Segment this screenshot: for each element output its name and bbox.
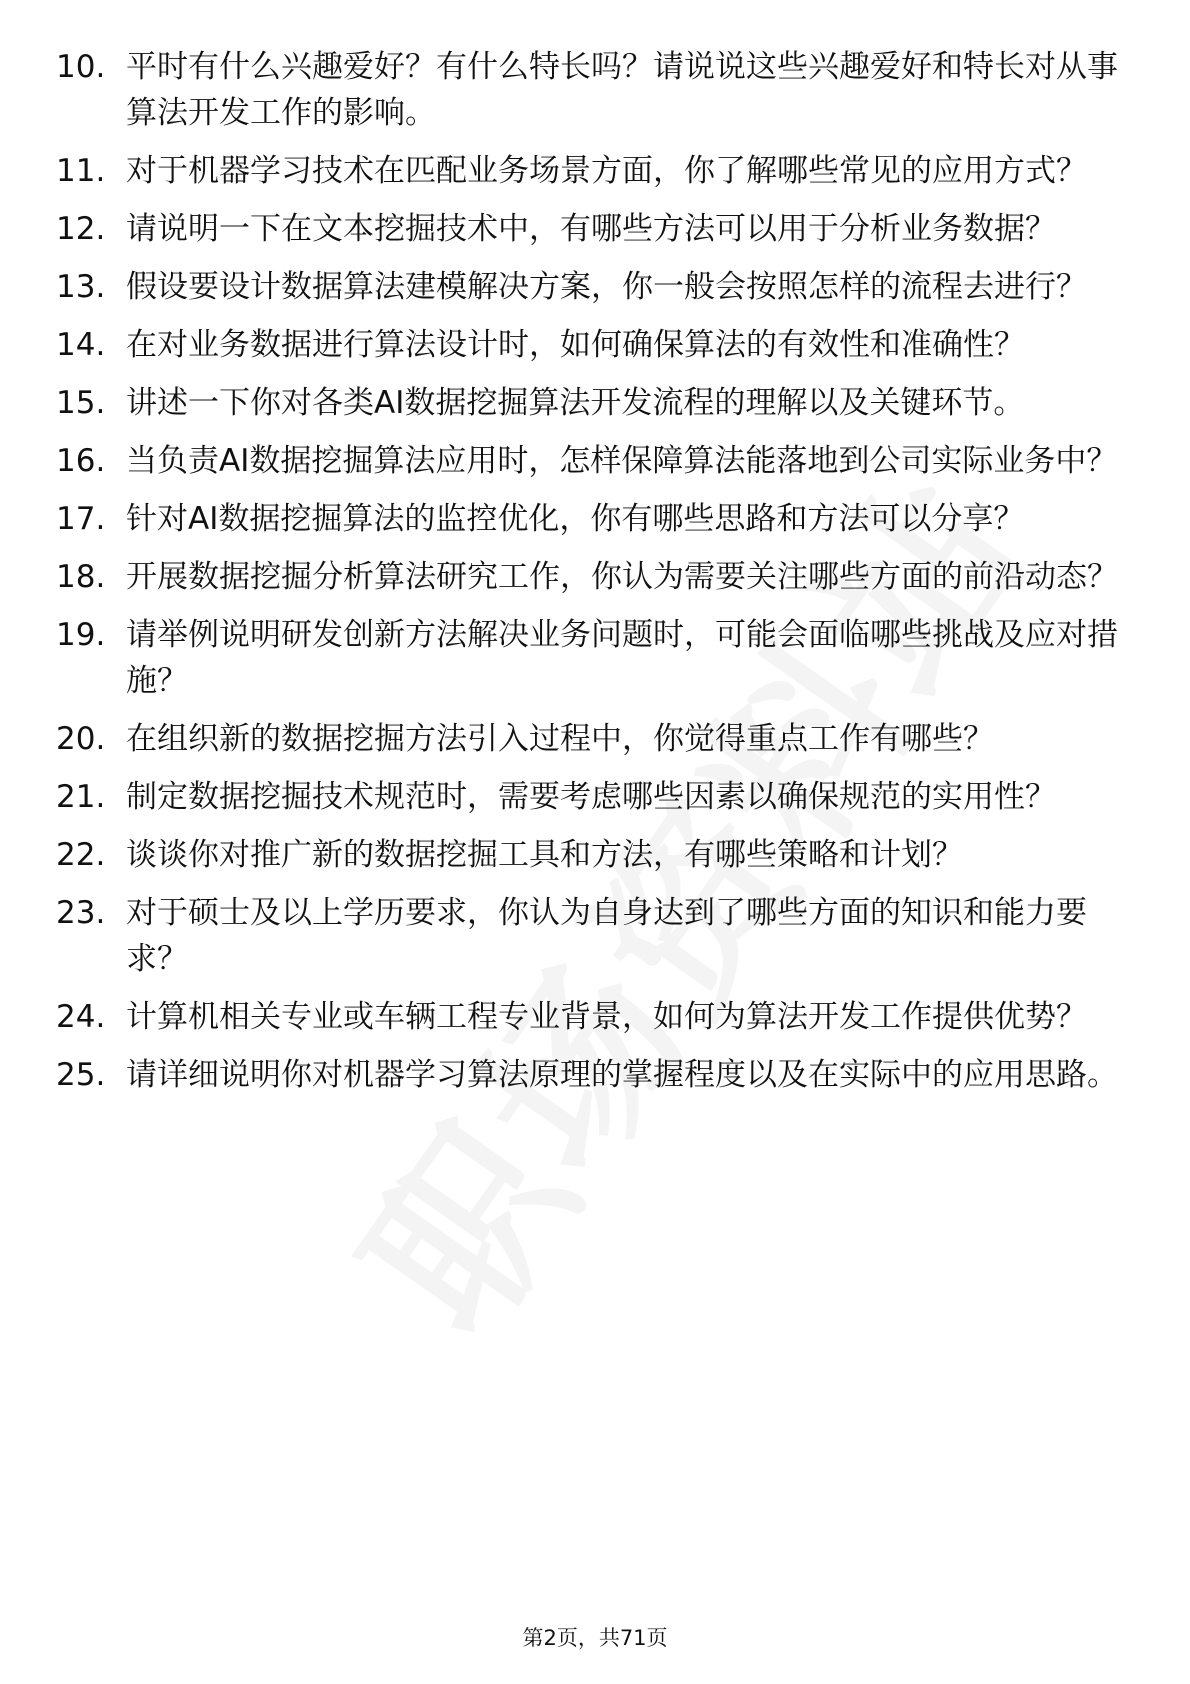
question-number: 25.: [56, 1057, 106, 1093]
question-text: 针对AI数据挖掘算法的监控优化，你有哪些思路和方法可以分享？: [126, 501, 1025, 537]
question-number: 21.: [56, 779, 106, 815]
question-text: 请详细说明你对机器学习算法原理的掌握程度以及在实际中的应用思路。: [126, 1057, 1118, 1093]
question-item: [0, 44, 1190, 136]
question-list: [0, 44, 1190, 1110]
question-number: 24.: [56, 999, 106, 1035]
question-number: 14.: [56, 327, 106, 363]
question-item: [0, 438, 1190, 484]
question-item: [0, 1052, 1190, 1098]
question-number: 18.: [56, 559, 106, 595]
question-text: 计算机相关专业或车辆工程专业背景，如何为算法开发工作提供优势？: [126, 999, 1087, 1035]
question-text: 讲述一下你对各类AI数据挖掘算法开发流程的理解以及关键环节。: [126, 385, 1025, 421]
question-number: 10.: [56, 49, 106, 85]
question-item: [0, 554, 1190, 600]
question-item: [0, 716, 1190, 762]
question-text: 请说明一下在文本挖掘技术中，有哪些方法可以用于分析业务数据？: [126, 211, 1056, 247]
question-item: [0, 264, 1190, 310]
question-number: 16.: [56, 443, 106, 479]
question-item: [0, 148, 1190, 194]
page-number-footer: 第2页，共71页: [522, 1626, 668, 1650]
question-number: 23.: [56, 895, 106, 931]
question-number: 11.: [56, 153, 106, 189]
question-text: 请举例说明研发创新方法解决业务问题时，可能会面临哪些挑战及应对措施？: [126, 617, 1118, 699]
question-number: 15.: [56, 385, 106, 421]
question-text: 平时有什么兴趣爱好？有什么特长吗？请说说这些兴趣爱好和特长对从事算法开发工作的影响。: [126, 49, 1118, 131]
question-item: [0, 832, 1190, 878]
question-number: 12.: [56, 211, 106, 247]
question-item: [0, 994, 1190, 1040]
question-text: 制定数据挖掘技术规范时，需要考虑哪些因素以确保规范的实用性？: [126, 779, 1056, 815]
question-text: 在组织新的数据挖掘方法引入过程中，你觉得重点工作有哪些？: [126, 721, 994, 757]
question-text: 假设要设计数据算法建模解决方案，你一般会按照怎样的流程去进行？: [126, 269, 1087, 305]
question-item: [0, 322, 1190, 368]
question-text: 谈谈你对推广新的数据挖掘工具和方法，有哪些策略和计划？: [126, 837, 963, 873]
question-text: 对于硕士及以上学历要求，你认为自身达到了哪些方面的知识和能力要求？: [126, 895, 1087, 977]
question-number: 20.: [56, 721, 106, 757]
question-item: [0, 612, 1190, 704]
question-item: [0, 774, 1190, 820]
question-item: [0, 890, 1190, 982]
question-number: 22.: [56, 837, 106, 873]
question-item: [0, 380, 1190, 426]
question-item: [0, 206, 1190, 252]
question-number: 19.: [56, 617, 106, 653]
question-text: 开展数据挖掘分析算法研究工作，你认为需要关注哪些方面的前沿动态？: [126, 559, 1118, 595]
question-text: 对于机器学习技术在匹配业务场景方面，你了解哪些常见的应用方式？: [126, 153, 1087, 189]
question-number: 17.: [56, 501, 106, 537]
question-number: 13.: [56, 269, 106, 305]
question-text: 在对业务数据进行算法设计时，如何确保算法的有效性和准确性？: [126, 327, 1025, 363]
question-item: [0, 496, 1190, 542]
question-text: 当负责AI数据挖掘算法应用时，怎样保障算法能落地到公司实际业务中？: [126, 443, 1118, 479]
